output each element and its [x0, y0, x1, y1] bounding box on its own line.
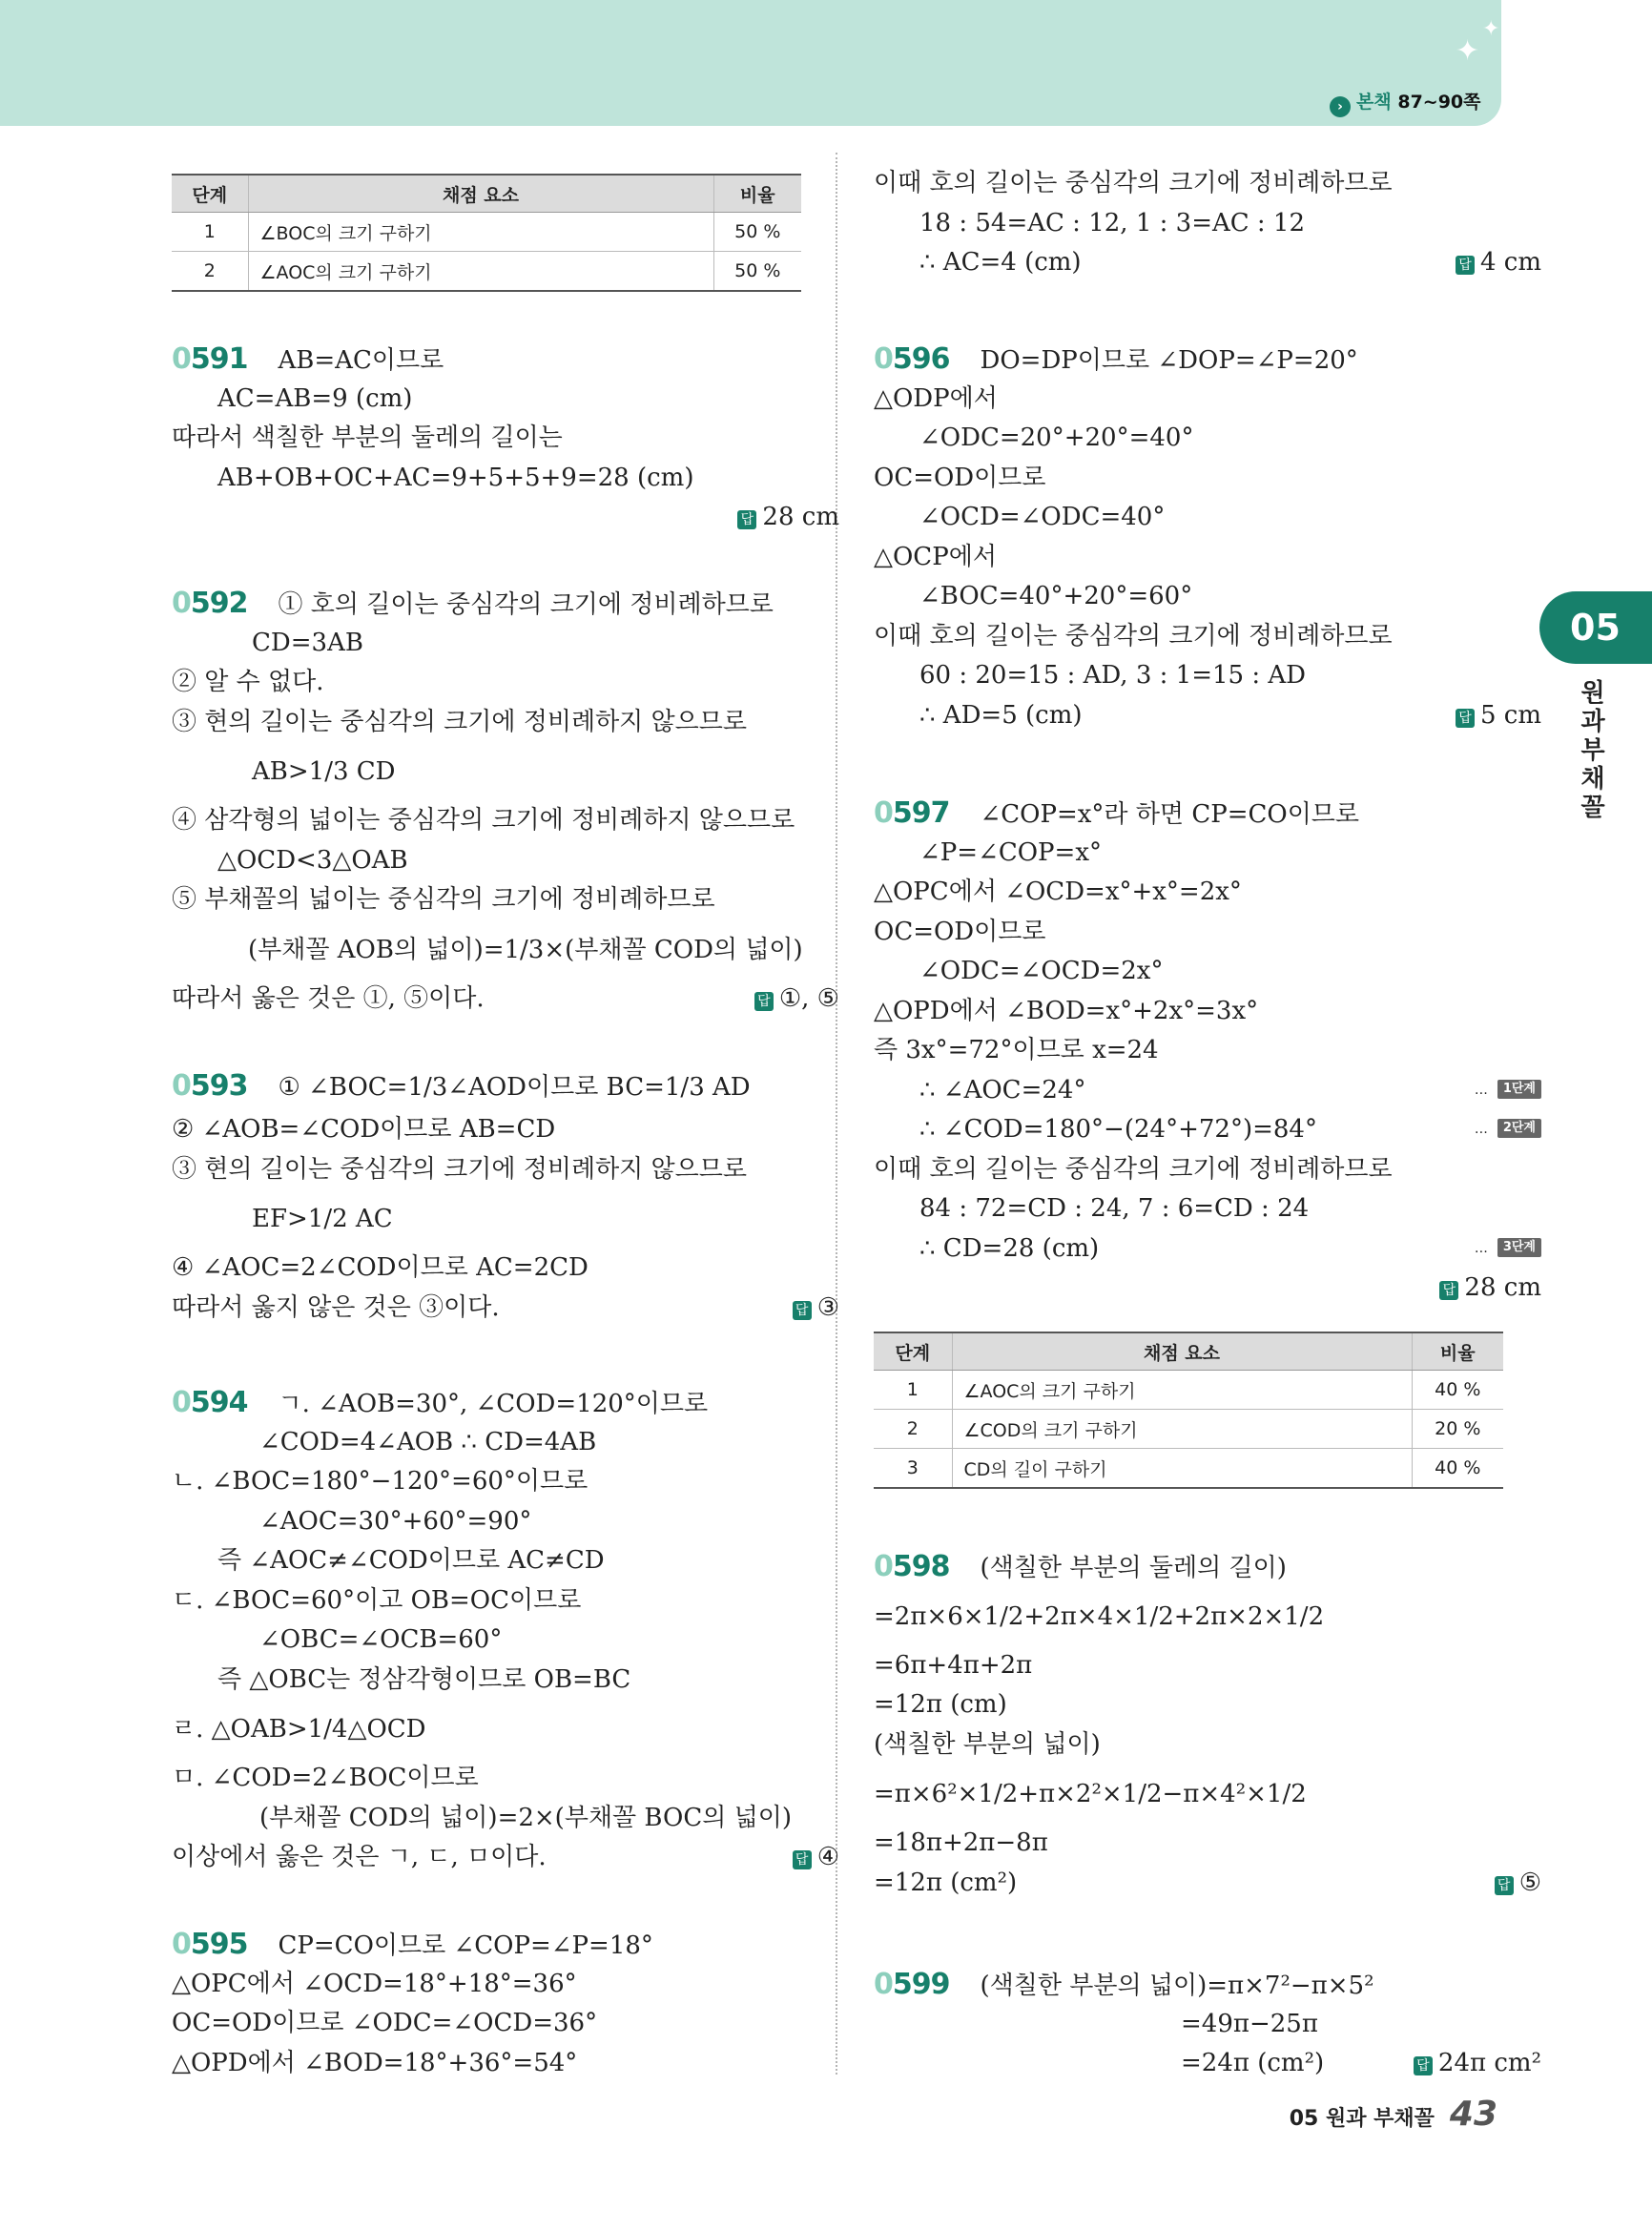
grading-table-1: 단계 채점 요소 비율 1 ∠BOC의 크기 구하기 50 % 2 ∠AOC의 크기 구하기 50 %	[172, 174, 801, 292]
answer-mark-icon: 답	[1439, 1281, 1458, 1300]
answer-mark-icon: 답	[793, 1850, 812, 1869]
answer: 답 28 cm	[1439, 1269, 1541, 1309]
problem-number: 0592	[172, 587, 248, 620]
problem-0597: 0597 ∠COP=x°라 하면 CP=CO이므로 ∠P=∠COP=x° △OPC에서 ∠OCD=x°+x°=2x° OC=OD이므로 ∠ODC=∠OCD=2x° △OPD에서 ∠BOD=x°+2x°=3x° 즉 3x°=72°이므로 x=24 ∴ ∠AOC=24° … 1단계 ∴ ∠COD=180°−(24°+72°)=84° … 2단계 이때 호의 길이는 중심각의 크기에 정비례하므로 84 : 72=CD : 24, 7 : 6=CD : 24 ∴ CD=28 (cm) … 3단계 답 28 cm	[874, 794, 1541, 1309]
answer-mark-icon: 답	[754, 992, 774, 1011]
answer: 답 4 cm	[1456, 243, 1541, 283]
table-row: 2 ∠COD의 크기 구하기 20 %	[874, 1410, 1503, 1449]
table-row: 2 ∠AOC의 크기 구하기 50 %	[172, 252, 801, 292]
textbook-page-reference: › 본책 87~90쪽	[1330, 88, 1481, 117]
problem-number: 0599	[874, 1968, 950, 2001]
answer-mark-icon: 답	[793, 1301, 812, 1320]
problem-number: 0593	[172, 1069, 248, 1103]
chapter-title-vertical: 원과 부채꼴	[1580, 679, 1605, 822]
step-label: … 3단계	[1475, 1229, 1541, 1270]
page-header-band	[0, 0, 1501, 126]
table-row: 1 ∠BOC의 크기 구하기 50 %	[172, 213, 801, 252]
step-label: … 1단계	[1475, 1071, 1541, 1111]
problem-number: 0591	[172, 342, 248, 376]
table-row: 3 CD의 길이 구하기 40 %	[874, 1449, 1503, 1489]
grading-table-2: 단계 채점 요소 비율 1 ∠AOC의 크기 구하기 40 % 2 ∠COD의 크기 구하기 20 % 3 CD의 길이 구하기 40 %	[874, 1332, 1503, 1489]
step-label: … 2단계	[1475, 1110, 1541, 1150]
answer-mark-icon: 답	[1495, 1876, 1514, 1895]
answer: 답 24π cm²	[1414, 2044, 1541, 2084]
problem-0593: 0593 ① ∠BOC=1/3∠AOD이므로 BC=1/3 AD ② ∠AOB=∠COD이므로 AB=CD ③ 현의 길이는 중심각의 크기에 정비례하지 않으므로 EF>1/2 AC ④ ∠AOC=2∠COD이므로 AC=2CD 따라서 옳지 않은 것은 ③이다. 답 ③	[172, 1063, 839, 1328]
problem-0598: 0598 (색칠한 부분의 둘레의 길이) =2π×6×1/2+2π×4×1/2+2π×2×1/2 =6π+4π+2π =12π (cm) (색칠한 부분의 넓이) =π×6²×1/2+π×2²×1/2−π×4²×1/2 =18π+2π−8π =12π (cm²) 답 ⑤	[874, 1547, 1541, 1903]
page-number: 43	[1449, 2095, 1497, 2134]
sparkle-icon: ✦	[1456, 34, 1480, 68]
answer-mark-icon: 답	[1456, 256, 1475, 275]
problem-number: 0594	[172, 1386, 248, 1419]
answer: 답 ④	[793, 1838, 839, 1878]
answer-mark-icon: 답	[1456, 709, 1475, 728]
problem-0599: 0599 (색칠한 부분의 넓이)=π×7²−π×5² =49π−25π =24π (cm²) 답 24π cm²	[874, 1965, 1541, 2084]
answer: 답 ⑤	[1495, 1864, 1541, 1904]
problem-number: 0595	[172, 1928, 248, 1961]
answer-mark-icon: 답	[737, 510, 756, 529]
table-row: 1 ∠AOC의 크기 구하기 40 %	[874, 1371, 1503, 1410]
problem-number: 0596	[874, 342, 950, 376]
chapter-tab: 05	[1539, 591, 1652, 664]
problem-0595: 0595 CP=CO이므로 ∠COP=∠P=18° △OPC에서 ∠OCD=18°+18°=36° OC=OD이므로 ∠ODC=∠OCD=36° △OPD에서 ∠BOD=18°+36°=54°	[172, 1928, 653, 2077]
problem-0596: 0596 DO=DP이므로 ∠DOP=∠P=20° △ODP에서 ∠ODC=20°+20°=40° OC=OD이므로 ∠OCD=∠ODC=40° △OCP에서 ∠BOC=40°+20°=60° 이때 호의 길이는 중심각의 크기에 정비례하므로 60 : 20=15 : AD, 3 : 1=15 : AD ∴ AD=5 (cm) 답 5 cm	[874, 340, 1541, 735]
problem-number: 0597	[874, 796, 950, 830]
answer: 답 ①, ⑤	[754, 980, 839, 1020]
problem-0595-continued: 이때 호의 길이는 중심각의 크기에 정비례하므로 18 : 54=AC : 12, 1 : 3=AC : 12 ∴ AC=4 (cm) 답 4 cm	[874, 164, 1541, 283]
problem-number: 0598	[874, 1550, 950, 1583]
answer: 답 28 cm	[737, 498, 839, 538]
problem-0591: 0591 AB=AC이므로 AC=AB=9 (cm) 따라서 색칠한 부분의 둘레의 길이는 AB+OB+OC+AC=9+5+5+9=28 (cm) 답 28 cm	[172, 340, 839, 538]
page-footer: 05 원과 부채꼴 43	[1289, 2095, 1497, 2134]
problem-0594: 0594 ㄱ. ∠AOB=30°, ∠COD=120°이므로 ∠COD=4∠AOB ∴ CD=4AB ㄴ. ∠BOC=180°−120°=60°이므로 ∠AOC=30°+60°=90° 즉 ∠AOC≠∠COD이므로 AC≠CD ㄷ. ∠BOC=60°이고 OB=OC이므로 ∠OBC=∠OCB=60° 즉 △OBC는 정삼각형이므로 OB=BC ㄹ. △OAB>1/4△OCD ㅁ. ∠COD=2∠BOC이므로 (부채꼴 COD의 넓이)=2×(부채꼴 BOC의 넓이) 이상에서 옳은 것은 ㄱ, ㄷ, ㅁ이다. 답 ④	[172, 1383, 839, 1878]
problem-0592: 0592 ① 호의 길이는 중심각의 크기에 정비례하므로 CD=3AB ② 알 수 없다. ③ 현의 길이는 중심각의 크기에 정비례하지 않으므로 AB>1/3 CD ④ 삼각형의 넓이는 중심각의 크기에 정비례하지 않으므로 △OCD<3△OAB ⑤ 부채꼴의 넓이는 중심각의 크기에 정비례하므로 (부채꼴 AOB의 넓이)=1/3×(부채꼴 COD의 넓이) 따라서 옳은 것은 ①, ⑤이다. 답 ①, ⑤	[172, 584, 839, 1019]
answer: 답 5 cm	[1456, 696, 1541, 736]
arrow-right-icon: ›	[1330, 96, 1351, 117]
answer: 답 ③	[793, 1289, 839, 1329]
sparkle-icon: ✦	[1482, 17, 1500, 41]
answer-mark-icon: 답	[1414, 2056, 1433, 2075]
